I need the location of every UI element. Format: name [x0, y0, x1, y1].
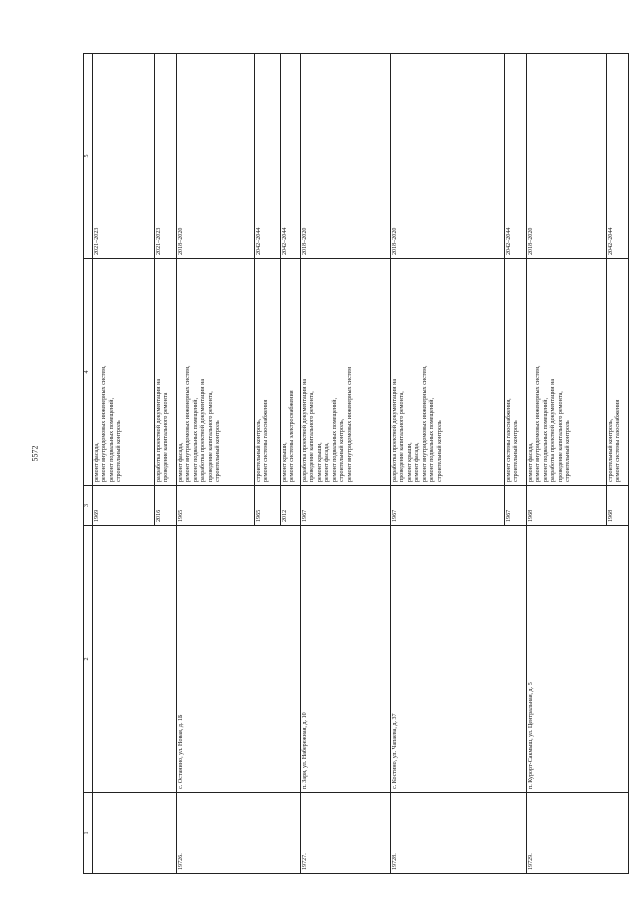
row-work	[301, 259, 391, 486]
work-line: разработка проектной документации на	[156, 378, 162, 482]
work-line: ремонт крыши,	[282, 442, 288, 482]
row-work	[93, 259, 155, 486]
header-col-2: 2	[84, 526, 93, 793]
row-period: 2021–2023	[155, 54, 177, 259]
table-row	[391, 54, 505, 874]
header-col-1: 1	[84, 793, 93, 874]
row-address: с. Останино, ул. Новая, д. 1Б	[177, 526, 301, 793]
row-year: 1968	[527, 486, 607, 526]
row-year: 2016	[155, 486, 177, 526]
row-period: 2018–2020	[177, 54, 255, 259]
row-period: 2042–2044	[281, 54, 301, 259]
rotated-page	[83, 79, 622, 874]
row-work	[607, 259, 629, 486]
work-line: проведение капитального ремонта,	[309, 391, 316, 482]
row-work	[505, 259, 527, 486]
row-period: 2042–2044	[607, 54, 629, 259]
work-line: ремонт крыши,	[406, 442, 413, 482]
work-line: ремонт внутридомовых инженерных систем	[346, 367, 353, 482]
row-work	[155, 259, 177, 486]
work-line: ремонт крыши,	[316, 442, 323, 482]
row-period: 2021–2023	[93, 54, 155, 259]
work-line: ремонт подвальных помещений,	[331, 397, 338, 482]
work-line: разработка проектной документации на	[550, 378, 557, 482]
work-line: ремонт фасада,	[94, 442, 100, 482]
work-line: строительный контроль,	[256, 418, 262, 482]
work-line: проведение капитального ремонта	[163, 392, 170, 482]
work-line: строительный контроль,	[608, 418, 614, 482]
work-line: строительный контроль	[565, 420, 572, 482]
work-line: ремонт подвальных помещений,	[542, 397, 549, 482]
row-period: 2042–2044	[255, 54, 281, 259]
row-year: 2012	[281, 486, 301, 526]
row-work	[177, 259, 255, 486]
work-line: ремонт системы электроснабжения	[289, 390, 296, 482]
row-number: 19728.	[391, 793, 527, 874]
work-line: строительный контроль	[436, 420, 443, 482]
table-row	[527, 54, 607, 874]
row-year: 1967	[505, 486, 527, 526]
work-line: проведение капитального ремонта,	[207, 391, 214, 482]
table-row	[93, 54, 155, 874]
row-work	[281, 259, 301, 486]
row-period: 2042–2044	[505, 54, 527, 259]
row-work	[527, 259, 607, 486]
header-col-4: 4	[84, 259, 93, 486]
row-year: 1968	[607, 486, 629, 526]
work-line: разработка проектной документации на	[392, 378, 398, 482]
work-line: ремонт внутридомовых инженерных систем,	[185, 365, 192, 482]
header-col-3: 3	[84, 486, 93, 526]
row-number: 19727.	[301, 793, 391, 874]
row-address: с. Костино, ул. Чапаева, д. 37	[391, 526, 527, 793]
row-year: 1965	[177, 486, 255, 526]
work-line: ремонт системы газоснабжения	[615, 399, 622, 482]
work-line: ремонт фасада,	[528, 442, 534, 482]
work-line: ремонт внутридомовых инженерных систем,	[535, 365, 542, 482]
row-number	[93, 793, 177, 874]
row-address: п. Заря, ул. Набережная, д. 10	[301, 526, 391, 793]
row-work	[255, 259, 281, 486]
header-col-5: 5	[84, 54, 93, 259]
work-line: ремонт системы газоснабжения,	[506, 398, 512, 482]
repair-table	[83, 53, 629, 874]
work-line: ремонт подвальных помещений,	[108, 397, 115, 482]
page-number: 5572	[30, 445, 40, 461]
row-number: 19726.	[177, 793, 301, 874]
work-line: разработка проектной документации на	[302, 378, 308, 482]
header-row	[84, 54, 93, 874]
work-line: строительный контроль	[116, 420, 123, 482]
work-line: ремонт системы газоснабжения	[263, 399, 270, 482]
work-line: ремонт внутридомовых инженерных систем,	[421, 365, 428, 482]
row-year: 1967	[391, 486, 505, 526]
work-line: ремонт фасада,	[414, 442, 421, 482]
row-work	[391, 259, 505, 486]
work-line: ремонт подвальных помещений,	[192, 397, 199, 482]
work-line: ремонт фасада,	[324, 442, 331, 482]
work-line: проведение капитального ремонта,	[557, 391, 564, 482]
work-line: ремонт подвальных помещений,	[429, 397, 436, 482]
row-number: 19729.	[527, 793, 629, 874]
work-line: разработка проектной документации на	[200, 378, 207, 482]
table-row	[301, 54, 391, 874]
row-address: п. Курорт-Сакмыш, ул. Центральная, д. 5	[527, 526, 629, 793]
work-line: ремонт фасада,	[178, 442, 184, 482]
row-period: 2018–2020	[527, 54, 607, 259]
work-line: ремонт внутридомовых инженерных систем,	[101, 365, 108, 482]
row-year: 1967	[301, 486, 391, 526]
row-period: 2018–2020	[301, 54, 391, 259]
row-year: 1969	[93, 486, 155, 526]
row-address	[93, 526, 177, 793]
work-line: проведение капитального ремонта,	[399, 391, 406, 482]
work-line: строительный контроль	[513, 420, 520, 482]
work-line: строительный контроль,	[339, 418, 346, 482]
row-year: 1965	[255, 486, 281, 526]
row-period: 2018–2020	[391, 54, 505, 259]
work-line: строительный контроль	[215, 420, 222, 482]
table-row	[177, 54, 255, 874]
